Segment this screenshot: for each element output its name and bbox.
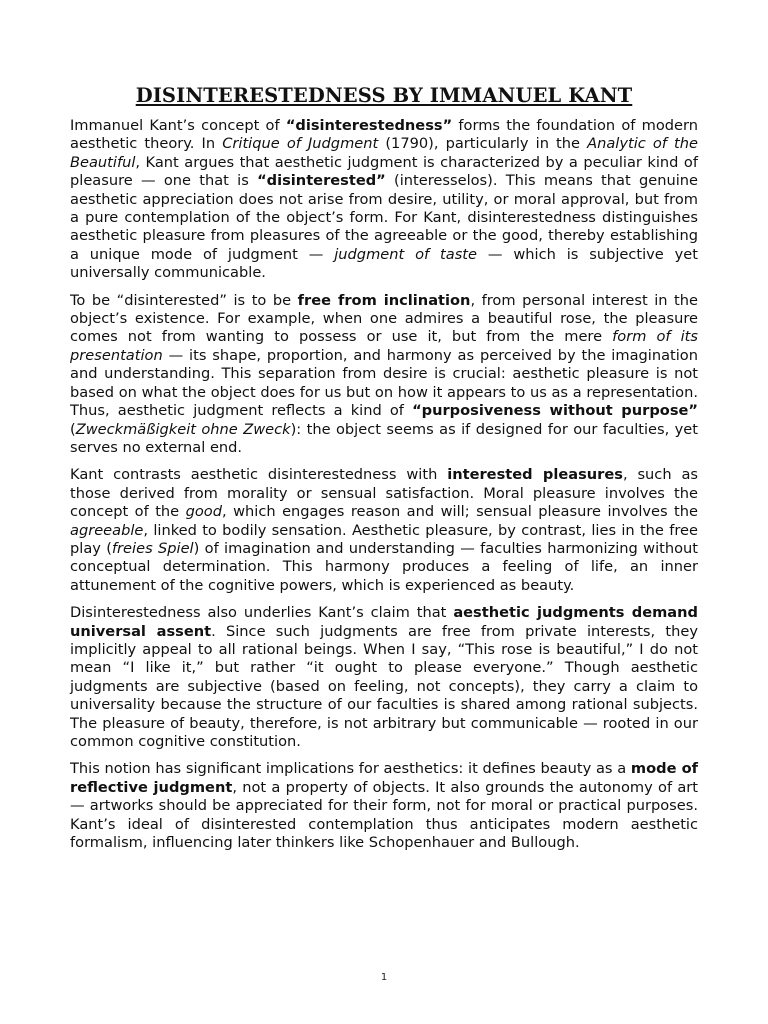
- bold-term: “disinterested”: [257, 172, 386, 190]
- paragraph-1: [70, 117, 698, 283]
- paragraph-text: Disinterestedness also underlies Kant’s claim that: [70, 604, 454, 622]
- bold-term: “disinterestedness”: [285, 117, 453, 134]
- bold-term: free from inclination: [297, 291, 471, 309]
- paragraph-text: Immanuel Kant’s concept of: [70, 117, 286, 134]
- italic-term: Critique of Judgment: [222, 135, 379, 153]
- paragraph-text: This notion has significant implications for aesthetics: it defines beauty as a: [70, 760, 631, 778]
- italic-term: Analytic of the Beautiful: [70, 135, 698, 171]
- page-number: 1: [380, 972, 388, 983]
- paragraph-text: Kant contrasts aesthetic disinterestedness with: [70, 466, 448, 484]
- paragraph-3: [70, 466, 698, 595]
- bold-term: aesthetic judgments demand universal assent: [70, 604, 698, 640]
- paragraph-5: [70, 760, 698, 852]
- bold-term: “purposiveness without purpose”: [412, 402, 698, 420]
- bold-term: interested pleasures: [447, 466, 623, 484]
- paragraph-text: , which engages reason and will; sensual pleasure involves the: [222, 503, 699, 521]
- paragraph-text: , not a property of objects. It also grounds the autonomy of art — artworks should be appreciated for their form, not for moral or practical purposes. Kant’s ideal of disinterested contemplation thus anticipates modern aesthetic formalism, influencing later thinkers like Schopenhauer and Bullough.: [70, 778, 699, 852]
- paragraph-text: (interesselos). This means that genuine aesthetic appreciation does not arise from desire, utility, or moral approval, but from a pure contemplation of the object’s form. For Kant, disinterestedness distinguishes aesthetic pleasure from pleasures of the agreeable or the good, thereby establishing a unique mode of judgment —: [70, 172, 698, 263]
- paragraph-text: (: [70, 420, 76, 438]
- paragraph-text: ): the object seems as if designed for our faculties, yet serves no external end.: [70, 420, 698, 456]
- paragraph-text: — which is subjective yet universally communicable.: [70, 245, 698, 282]
- paragraph-text: , Kant argues that aesthetic judgment is characterized by a peculiar kind of pleasure — one that is: [70, 153, 698, 190]
- paragraph-2: [70, 292, 698, 458]
- document-page: [70, 84, 698, 861]
- bold-term: mode of reflective judgment: [70, 760, 698, 796]
- italic-term: good: [185, 503, 222, 521]
- paragraph-text: forms the foundation of modern aesthetic theory. In: [70, 117, 699, 153]
- document-title: DISINTERESTEDNESS BY IMMANUEL KANT: [135, 84, 633, 107]
- paragraph-text: To be “disinterested” is to be: [70, 291, 298, 309]
- paragraph-text: , from personal interest in the object’s existence. For example, when one admires a beautiful rose, the pleasure comes not from wanting to possess or use it, but from the mere: [70, 291, 698, 346]
- document-body: [70, 117, 698, 852]
- paragraph-text: ) of imagination and understanding — faculties harmonizing without conceptual determination. This harmony produces a feeling of life, an inner attunement of the cognitive powers, which is experienced as beauty.: [70, 539, 699, 594]
- italic-term: form of its presentation: [70, 328, 698, 364]
- paragraph-text: , linked to bodily sensation. Aesthetic pleasure, by contrast, lies in the free play (: [70, 521, 698, 557]
- paragraph-text: (1790), particularly in the: [378, 135, 588, 153]
- paragraph-4: [70, 604, 698, 751]
- paragraph-text: . Since such judgments are free from private interests, they implicitly appeal to all rational beings. When I say, “This rose is beautiful,” I do not mean “I like it,” but rather “it ought to please everyone.” Though aesthetic judgments are subjective (based on feeling, not concepts), they carry a claim to universality because the structure of our faculties is shared among rational subjects. The pleasure of beauty, therefore, is not arbitrary but communicable — rooted in our common cognitive constitution.: [70, 622, 699, 750]
- italic-term: agreeable: [70, 521, 144, 539]
- paragraph-text: — its shape, proportion, and harmony as perceived by the imagination and understanding. This separation from desire is crucial: aesthetic pleasure is not based on what the object does for us but on how it appears to us as a representation. Thus, aesthetic judgment reflects a kind of: [70, 346, 698, 420]
- italic-term: freies Spiel: [111, 539, 194, 557]
- paragraph-text: , such as those derived from morality or sensual satisfaction. Moral pleasure involves the concept of the: [70, 466, 698, 521]
- italic-term: Zweckmäßigkeit ohne Zweck: [75, 420, 291, 438]
- italic-term: judgment of taste: [334, 245, 477, 263]
